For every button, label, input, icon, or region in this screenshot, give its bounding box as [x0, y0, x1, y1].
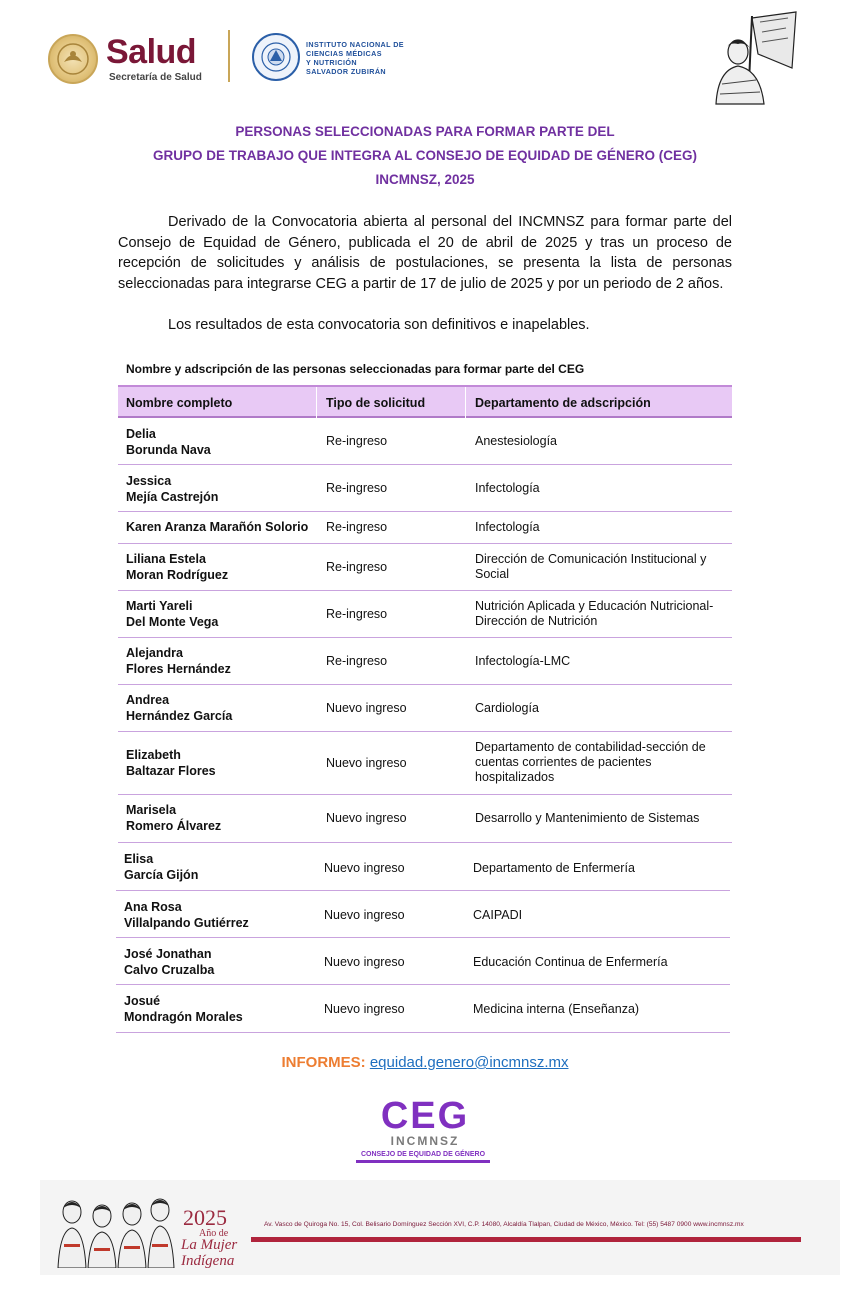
table-row [118, 685, 732, 732]
row-name: Ana Rosa Villalpando Gutiérrez [124, 900, 249, 930]
row-name: Liliana Estela Moran Rodríguez [126, 552, 229, 582]
table-row [116, 891, 730, 938]
row-tipo: Re-ingreso [326, 520, 388, 534]
ceg-logo-caption: CONSEJO DE EQUIDAD DE GÉNERO [356, 1151, 490, 1163]
row-name: Josué Mondragón Morales [124, 994, 243, 1024]
row-tipo: Re-ingreso [326, 607, 388, 621]
informes-label: INFORMES: [281, 1054, 366, 1071]
row-tipo: Nuevo ingreso [324, 955, 405, 969]
row-tipo: Re-ingreso [326, 434, 388, 448]
row-tipo: Re-ingreso [326, 560, 388, 574]
institute-address: Av. Vasco de Quiroga No. 15, Col. Belisario Domínguez Sección XVI, C.P. 14080, Alcaldía Tlalpan, Ciudad de México, México. Tel: (55) 5487 0900 www.incmnsz.mx [264, 1221, 744, 1228]
row-tipo: Nuevo ingreso [326, 701, 407, 715]
column-header-tipo: Tipo de solicitud [326, 396, 426, 410]
informes-email-link[interactable]: equidad.genero@incmnsz.mx [369, 1054, 569, 1071]
table-row [116, 985, 730, 1033]
document-title-line-2: GRUPO DE TRABAJO QUE INTEGRA AL CONSEJO DE EQUIDAD DE GÉNERO (CEG) [152, 148, 698, 163]
row-departamento: CAIPADI [473, 908, 523, 922]
row-tipo: Nuevo ingreso [324, 861, 405, 875]
row-tipo: Nuevo ingreso [324, 1002, 405, 1016]
document-title-line-3: INCMNSZ, 2025 [375, 172, 475, 187]
row-name: Marisela Romero Álvarez [126, 803, 222, 833]
mexico-seal-icon [48, 34, 98, 84]
row-departamento: Anestesiología [475, 434, 558, 448]
row-departamento: Departamento de contabilidad-sección de cuentas corrientes de pacientes hospitalizados [475, 740, 706, 784]
ceg-logo-text: CEG [380, 1095, 470, 1137]
indigenous-women-illustration-icon [54, 1188, 178, 1268]
institute-line: Y NUTRICIÓN [306, 58, 357, 67]
header-divider [228, 30, 230, 82]
row-name: Alejandra Flores Hernández [126, 646, 231, 676]
table-row [116, 938, 730, 985]
table-row [118, 591, 732, 638]
row-departamento: Cardiología [475, 701, 539, 715]
institute-line: INSTITUTO NACIONAL DE [306, 40, 404, 49]
column-divider [316, 387, 317, 418]
woman-with-flag-illustration-icon [708, 8, 800, 106]
column-header-name: Nombre completo [126, 396, 233, 410]
row-departamento: Educación Continua de Enfermería [473, 955, 668, 969]
institute-name [306, 40, 404, 76]
row-name: Elisa García Gijón [124, 852, 199, 882]
table-title: Nombre y adscripción de las personas seleccionadas para formar parte del CEG [126, 362, 585, 376]
institute-line: SALVADOR ZUBIRÁN [306, 67, 386, 76]
row-name: Jessica Mejía Castrejón [126, 474, 219, 504]
row-name: José Jonathan Calvo Cruzalba [124, 947, 215, 977]
intro-paragraph: Derivado de la Convocatoria abierta al personal del INCMNSZ para formar parte del Consejo de Equidad de Género, publicada el 20 de abril de 2025 y tras un proceso de recepción de solicitudes y análisis de postulaciones, se presenta la lista de personas seleccionadas para integrarse CEG a partir de 17 de julio de 2025 y por un periodo de 2 años. [118, 214, 732, 292]
row-departamento: Nutrición Aplicada y Educación Nutricional- Dirección de Nutrición [475, 599, 714, 628]
row-departamento: Dirección de Comunicación Institucional y Social [475, 552, 707, 581]
row-name: Karen Aranza Marañón Solorio [126, 520, 309, 534]
institute-line: CIENCIAS MÉDICAS [306, 49, 382, 58]
row-departamento: Departamento de Enfermería [473, 861, 635, 875]
year-dedication: La Mujer Indígena [181, 1237, 238, 1269]
year-number: 2025 [183, 1205, 227, 1230]
table-row [118, 732, 732, 795]
row-name: Elizabeth Baltazar Flores [126, 748, 216, 778]
table-row [118, 465, 732, 512]
table-row [116, 843, 730, 891]
column-header-departamento: Departamento de adscripción [475, 396, 651, 410]
ceg-logo-subtext: INCMNSZ [390, 1134, 460, 1148]
table-row [118, 512, 732, 544]
page-header [0, 0, 850, 115]
brand-subtitle: Secretaría de Salud [109, 72, 202, 83]
row-tipo: Nuevo ingreso [326, 811, 407, 825]
row-name: Marti Yareli Del Monte Vega [126, 599, 219, 629]
table-row [118, 418, 732, 465]
row-tipo: Nuevo ingreso [324, 908, 405, 922]
row-name: Delia Borunda Nava [126, 427, 211, 457]
results-note: Los resultados de esta convocatoria son definitivos e inapelables. [168, 317, 590, 333]
row-departamento: Infectología [475, 520, 540, 534]
row-departamento: Infectología [475, 481, 540, 495]
informes-line [0, 1054, 850, 1071]
table-row [118, 544, 732, 591]
row-tipo: Re-ingreso [326, 481, 388, 495]
footer-divider [251, 1237, 801, 1242]
column-divider [465, 387, 466, 418]
document-title-line-1: PERSONAS SELECCIONADAS PARA FORMAR PARTE DEL [235, 124, 615, 139]
table-row [118, 638, 732, 685]
row-name: Andrea Hernández García [126, 693, 233, 723]
row-tipo: Nuevo ingreso [326, 756, 407, 770]
brand-title: Salud [106, 33, 197, 71]
table-row [118, 795, 732, 843]
year-caption: Año de [199, 1228, 229, 1239]
table-header [118, 385, 732, 418]
row-departamento: Infectología-LMC [475, 654, 571, 668]
row-departamento: Desarrollo y Mantenimiento de Sistemas [475, 811, 700, 825]
row-tipo: Re-ingreso [326, 654, 388, 668]
institute-seal-icon [252, 33, 300, 81]
row-departamento: Medicina interna (Enseñanza) [473, 1002, 640, 1016]
